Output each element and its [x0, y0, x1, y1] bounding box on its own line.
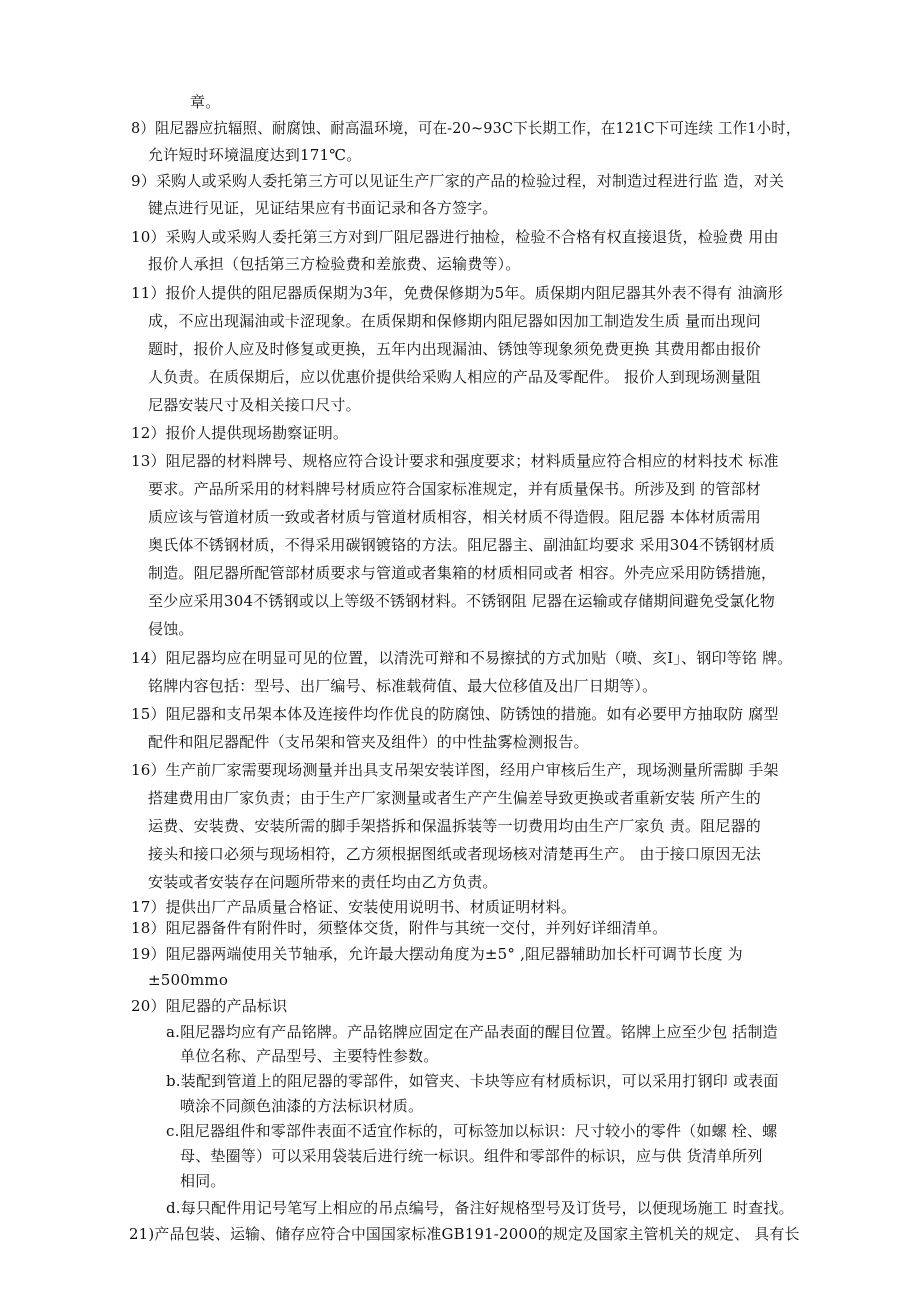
item-20a-line: a.阻尼器均应有产品铭牌。产品铭牌应固定在产品表面的醒目位置。铭牌上应至少包 括制造: [166, 1023, 778, 1041]
text-line: 章。: [190, 93, 221, 111]
text-line: 成，不应出现漏油或卡涩现象。在质保期和保修期内阻尼器如因加工制造发生质 量而出现问: [148, 312, 761, 330]
text-line: 喷涂不同颜色油漆的方法标识材质。: [180, 1097, 424, 1115]
text-line: 单位名称、产品型号、主要特性参数。: [180, 1047, 439, 1065]
text-line: 要求。产品所采用的材料牌号材质应符合国家标准规定，并有质量保书。所涉及到 的管部材: [148, 480, 761, 498]
item-17-line: 17）提供出厂产品质量合格证、安装使用说明书、材质证明材料。: [131, 898, 577, 916]
text-line: 运费、安装费、安装所需的脚手架搭拆和保温拆装等一切费用均由生产厂家负 责。阻尼器的: [148, 817, 761, 835]
item-18-line: 18）阻尼器备件有附件时，须整体交货，附件与其统一交付，并列好详细清单。: [131, 919, 668, 937]
text-line: 配件和阻尼器配件（支吊架和管夹及组件）的中性盐雾检测报告。: [148, 733, 589, 751]
text-line: 侵蚀。: [148, 620, 194, 638]
text-line: 至少应采用304不锈钢或以上等级不锈钢材料。不锈钢阻 尼器在运输或存储期间避免受氯化物: [148, 592, 776, 610]
item-9-line: 9）采购人或采购人委托第三方可以见证生产厂家的产品的检验过程，对制造过程进行监 造，对关: [131, 172, 785, 190]
text-line: 铭牌内容包括：型号、出厂编号、标准载荷值、最大位移值及出厂日期等）。: [148, 677, 658, 695]
text-line: 允许短时环境温度达到171℃。: [148, 146, 362, 164]
item-10-line: 10）采购人或采购人委托第三方对到厂阻尼器进行抽检，检验不合格有权直接退货，检验费 用由: [131, 228, 779, 246]
text-line: 键点进行见证，见证结果应有书面记录和各方签字。: [148, 199, 498, 217]
text-line: 搭建费用由厂家负责；由于生产厂家测量或者生产产生偏差导致更换或者重新安装 所产生的: [148, 789, 761, 807]
text-line: 人负责。在质保期后，应以优惠价提供给采购人相应的产品及零配件。 报价人到现场测量阻: [148, 368, 761, 386]
text-line: 相同。: [180, 1172, 226, 1190]
text-line: 制造。阻尼器所配管部材质要求与管道或者集箱的材质相同或者 相容。外壳应采用防锈措施，: [148, 564, 777, 582]
item-13-line: 13）阻尼器的材料牌号、规格应符合设计要求和强度要求；材料质量应符合相应的材料技术 标准: [131, 452, 779, 470]
text-line: ±500mmo: [148, 971, 229, 989]
item-12-line: 12）报价人提供现场勘察证明。: [131, 424, 349, 442]
text-line: 尼器安装尺寸及相关接口尺寸。: [148, 396, 361, 414]
item-16-line: 16）生产前厂家需要现场测量并出具支吊架安装详图，经用户审核后生产，现场测量所需脚 手架: [131, 761, 779, 779]
text-line: 题时，报价人应及时修复或更换，五年内出现漏油、锈蚀等现象须免费更换 其费用都由报价: [148, 340, 761, 358]
item-19-line: 19）阻尼器两端使用关节轴承，允许最大摆动角度为±5° ,阻尼器辅助加长杆可调节长度 为: [131, 945, 743, 963]
text-line: 奥氏体不锈钢材质，不得采用碳钢镀铬的方法。阻尼器主、副油缸均要求 采用304不锈钢材质: [148, 536, 776, 554]
item-20b-line: b.装配到管道上的阻尼器的零部件，如管夹、卡块等应有材质标识，可以采用打钢印 或表面: [166, 1072, 779, 1090]
text-line: 质应该与管道材质一致或者材质与管道材质相容，相关材质不得造假。阻尼器 本体材质需用: [148, 508, 761, 526]
item-8-line: 8）阻尼器应抗辐照、耐腐蚀、耐高温环境，可在-20~93C下长期工作，在121C下可连续 工作1小时，: [131, 119, 801, 137]
item-20-line: 20）阻尼器的产品标识: [131, 997, 288, 1015]
text-line: 母、垫圈等）可以采用袋装后进行统一标识。组件和零部件的标识，应与供 货清单所列: [180, 1147, 763, 1165]
text-line: 报价人承担（包括第三方检验费和差旅费、运输费等）。: [148, 255, 521, 273]
item-20d-line: d.每只配件用记号笔写上相应的吊点编号，备注好规格型号及订货号，以便现场施工 时查找。: [166, 1199, 794, 1217]
text-line: 安装或者安装存在问题所带来的责任均由乙方负责。: [148, 873, 498, 891]
item-14-line: 14）阻尼器均应在明显可见的位置，以清洗可辩和不易擦拭的方式加贴（喷、亥I」、钢印等铭 牌。: [131, 649, 793, 667]
item-11-line: 11）报价人提供的阻尼器质保期为3年，免费保修期为5年。质保期内阻尼器其外表不得有 油滴形: [131, 284, 783, 302]
item-21-line: 21)产品包装、运输、储存应符合中国国家标准GB191-2000的规定及国家主管机关的规定、 具有长: [129, 1225, 800, 1243]
text-line: 接头和接口必须与现场相符，乙方须根据图纸或者现场核对清楚再生产。 由于接口原因无法: [148, 845, 761, 863]
item-15-line: 15）阻尼器和支吊架本体及连接件均作优良的防腐蚀、防锈蚀的措施。如有必要甲方抽取防 腐型: [131, 705, 779, 723]
item-20c-line: c.阻尼器组件和零部件表面不适宜作标的，可标签加以标识：尺寸较小的零件（如螺 栓、螺: [166, 1122, 778, 1140]
